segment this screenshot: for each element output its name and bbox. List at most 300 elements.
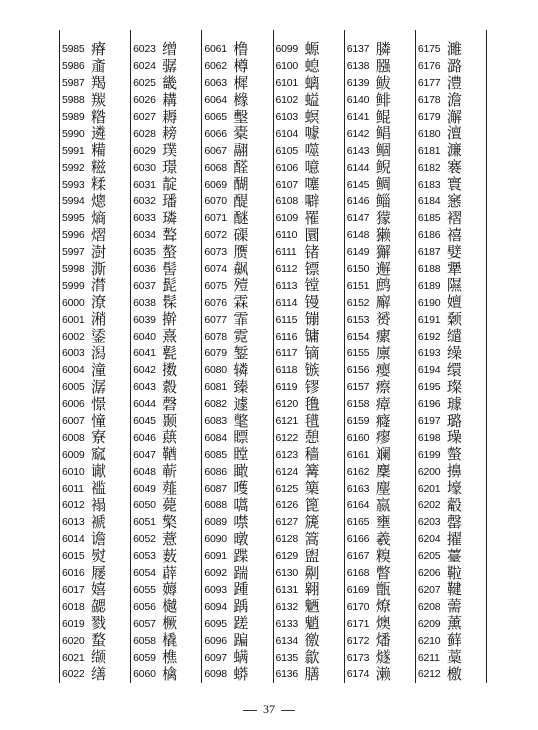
entry-number: 5996 <box>62 229 85 242</box>
entry-character: 耩 <box>162 90 178 109</box>
entry-number: 5999 <box>62 279 85 292</box>
entry-number: 6017 <box>62 583 85 596</box>
entry-character: 缳 <box>446 360 462 379</box>
table-row <box>202 531 272 548</box>
table-row <box>274 480 344 497</box>
entry-character: 甏 <box>162 343 178 362</box>
entry-character: 鲳 <box>375 124 391 143</box>
entry-character: 膳 <box>304 664 320 683</box>
entry-character: 骣 <box>162 56 178 75</box>
entry-character: 橛 <box>162 614 178 633</box>
entry-character: 螠 <box>304 90 320 109</box>
entry-character: 踹 <box>233 563 249 582</box>
entry-character: 羯 <box>91 73 107 92</box>
entry-number: 6070 <box>204 195 227 208</box>
table-row <box>60 41 130 58</box>
table-row <box>416 159 486 176</box>
table-row <box>202 413 272 430</box>
entry-number: 6005 <box>62 381 85 394</box>
table-row <box>345 142 415 159</box>
entry-number: 6080 <box>204 364 227 377</box>
entry-character: 糍 <box>91 158 107 177</box>
entry-character: 蹁 <box>233 631 249 650</box>
entry-number: 6043 <box>133 381 156 394</box>
entry-number: 6188 <box>417 263 441 276</box>
entry-character: 璠 <box>162 191 178 210</box>
entry-character: 鞡 <box>446 563 462 582</box>
entry-character: 澌 <box>91 259 107 278</box>
entry-number: 6069 <box>204 178 227 191</box>
table-row <box>416 41 486 58</box>
table-row <box>131 109 201 126</box>
entry-character: 熹 <box>162 327 178 346</box>
entry-character: 缯 <box>162 39 178 58</box>
entry-number: 6003 <box>62 347 85 360</box>
table-row <box>60 632 130 649</box>
entry-character: 樵 <box>162 648 178 666</box>
entry-character: 螨 <box>233 648 249 666</box>
entry-number: 6211 <box>417 651 440 664</box>
entry-number: 6008 <box>62 431 85 444</box>
entry-number: 6055 <box>133 583 156 596</box>
table-row <box>202 362 272 379</box>
table-row <box>274 379 344 396</box>
table-row <box>202 311 272 328</box>
entry-number: 6050 <box>133 499 156 512</box>
entry-number: 6084 <box>204 431 227 444</box>
entry-character: 颞 <box>162 411 178 430</box>
table-row <box>345 244 415 261</box>
entry-character: 谳 <box>91 462 107 481</box>
entry-character: 戮 <box>91 614 107 633</box>
entry-number: 6168 <box>346 567 370 580</box>
table-row <box>274 632 344 649</box>
table-row <box>202 176 272 193</box>
table-row <box>345 396 415 413</box>
table-row <box>202 75 272 92</box>
entry-number: 6023 <box>133 43 156 56</box>
entry-character: 篝 <box>304 462 320 481</box>
entry-character: 勰 <box>91 597 107 616</box>
entry-number: 6034 <box>133 229 156 242</box>
entry-character: 糒 <box>91 141 107 160</box>
entry-number: 6090 <box>204 533 227 546</box>
entry-number: 6206 <box>417 567 441 580</box>
entry-character: 臻 <box>233 377 249 396</box>
entry-number: 6175 <box>417 43 441 56</box>
entry-character: 窸 <box>446 191 462 210</box>
table-row <box>60 413 130 430</box>
entry-character: 熵 <box>91 208 107 227</box>
entry-character: 鲻 <box>375 191 391 210</box>
entry-number: 5990 <box>62 127 85 140</box>
entry-number: 6142 <box>346 127 370 140</box>
table-row <box>131 125 201 142</box>
entry-character: 橐 <box>233 124 249 143</box>
entry-character: 擢 <box>446 529 462 548</box>
entry-character: 薷 <box>446 597 462 616</box>
table-row <box>345 413 415 430</box>
table-row <box>131 514 201 531</box>
entry-character: 羲 <box>375 529 391 548</box>
table-row <box>345 261 415 278</box>
table-row <box>416 328 486 345</box>
entry-number: 6058 <box>133 634 156 647</box>
table-row <box>131 582 201 599</box>
table-row <box>131 666 201 683</box>
entry-character: 缮 <box>91 664 107 683</box>
table-row <box>60 345 130 362</box>
entry-character: 燠 <box>375 614 391 633</box>
footer-dash-right <box>281 710 295 711</box>
entry-character: 篪 <box>304 512 320 531</box>
entry-number: 6154 <box>346 330 370 343</box>
table-row <box>202 582 272 599</box>
entry-character: 璨 <box>446 377 462 396</box>
entry-character: 憩 <box>304 428 320 447</box>
table-row <box>202 463 272 480</box>
entry-number: 6109 <box>275 212 299 225</box>
table-row <box>416 666 486 683</box>
entry-character: 蝥 <box>91 631 107 650</box>
table-row <box>202 446 272 463</box>
entry-number: 6145 <box>346 178 370 191</box>
entry-number: 6193 <box>417 347 441 360</box>
entry-number: 6159 <box>346 415 370 428</box>
entry-character: 磲 <box>233 225 249 244</box>
entry-character: 潸 <box>91 276 107 295</box>
entry-character: 魉 <box>304 597 320 616</box>
entry-character: 樾 <box>162 597 178 616</box>
table-row <box>416 345 486 362</box>
entry-number: 6091 <box>204 550 227 563</box>
table-row <box>274 159 344 176</box>
entry-character: 膦 <box>375 39 391 58</box>
table-row <box>345 463 415 480</box>
entry-character: 壅 <box>375 512 391 531</box>
entry-character: 瞟 <box>233 428 249 447</box>
entry-character: 麇 <box>375 462 391 481</box>
table-row <box>345 277 415 294</box>
entry-number: 6129 <box>275 550 299 563</box>
table-column <box>131 30 202 683</box>
table-row <box>345 514 415 531</box>
table-row <box>60 210 130 227</box>
entry-character: 橼 <box>233 90 249 109</box>
entry-character: 罹 <box>304 208 320 227</box>
table-row <box>131 159 201 176</box>
entry-number: 6123 <box>275 448 299 461</box>
entry-character: 嬖 <box>446 242 462 261</box>
entry-character: 璐 <box>446 411 462 430</box>
entry-number: 6204 <box>417 533 441 546</box>
entry-number: 6102 <box>275 94 299 107</box>
table-row <box>60 531 130 548</box>
table-row <box>202 379 272 396</box>
entry-number: 6113 <box>275 279 298 292</box>
entry-character: 薨 <box>162 495 178 514</box>
entry-character: 瞠 <box>233 445 249 464</box>
table-row <box>345 75 415 92</box>
table-row <box>202 244 272 261</box>
entry-character: 窳 <box>91 445 107 464</box>
entry-number: 6046 <box>133 431 156 444</box>
table-row <box>274 531 344 548</box>
entry-number: 6169 <box>346 583 370 596</box>
entry-number: 5995 <box>62 212 85 225</box>
entry-number: 6178 <box>417 94 441 107</box>
entry-character: 鞧 <box>162 445 178 464</box>
table-row <box>202 598 272 615</box>
table-row <box>131 142 201 159</box>
entry-character: 镝 <box>304 343 320 362</box>
entry-number: 6194 <box>417 364 441 377</box>
table-row <box>60 125 130 142</box>
entry-number: 6051 <box>133 516 156 529</box>
entry-character: 穑 <box>304 445 320 464</box>
entry-character: 縠 <box>162 377 178 396</box>
table-row <box>416 261 486 278</box>
entry-number: 6000 <box>62 296 85 309</box>
table-row <box>416 396 486 413</box>
entry-number: 6059 <box>133 651 156 664</box>
entry-character: 踽 <box>233 597 249 616</box>
table-row <box>60 193 130 210</box>
table-row <box>131 598 201 615</box>
entry-character: 藓 <box>446 631 462 650</box>
table-column <box>60 30 131 683</box>
table-row <box>345 480 415 497</box>
table-row <box>345 227 415 244</box>
table-row <box>345 649 415 666</box>
table-row <box>131 58 201 75</box>
entry-character: 靛 <box>162 175 178 194</box>
entry-character: 薏 <box>162 529 178 548</box>
entry-number: 6045 <box>133 415 156 428</box>
table-row <box>274 615 344 632</box>
table-row <box>345 294 415 311</box>
entry-number: 6097 <box>204 651 227 664</box>
entry-character: 鹧 <box>375 276 391 295</box>
entry-character: 嬴 <box>375 495 391 514</box>
entry-number: 6011 <box>62 482 84 495</box>
entry-character: 髹 <box>162 293 178 312</box>
entry-character: 瘠 <box>91 39 107 58</box>
entry-number: 6138 <box>346 60 370 73</box>
entry-character: 遽 <box>233 394 249 413</box>
entry-character: 镞 <box>304 360 320 379</box>
entry-character: 澧 <box>446 73 462 92</box>
table-row <box>416 497 486 514</box>
entry-character: 髭 <box>162 276 178 295</box>
entry-character: 螫 <box>446 445 462 464</box>
table-row <box>131 396 201 413</box>
entry-number: 6104 <box>275 127 299 140</box>
entry-number: 6072 <box>204 229 227 242</box>
entry-number: 6184 <box>417 195 441 208</box>
entry-character: 橹 <box>233 39 249 58</box>
entry-character: 濂 <box>446 141 462 160</box>
entry-character: 擀 <box>162 310 178 329</box>
entry-character: 齑 <box>91 56 107 75</box>
entry-character: 薅 <box>162 580 178 599</box>
entry-number: 6106 <box>275 161 299 174</box>
table-row <box>345 41 415 58</box>
entry-number: 6160 <box>346 431 370 444</box>
entry-character: 糅 <box>91 175 107 194</box>
entry-number: 6146 <box>346 195 370 208</box>
entry-number: 6073 <box>204 246 227 259</box>
entry-character: 蹀 <box>233 546 249 565</box>
entry-character: 翱 <box>304 580 320 599</box>
entry-number: 6014 <box>62 533 85 546</box>
footer-dash-left <box>243 710 257 711</box>
entry-number: 6130 <box>275 567 299 580</box>
table-row <box>416 58 486 75</box>
entry-number: 6155 <box>346 347 370 360</box>
entry-character: 燔 <box>375 631 391 650</box>
entry-character: 飙 <box>233 259 249 278</box>
table-row <box>202 294 272 311</box>
table-row <box>274 244 344 261</box>
entry-character: 殪 <box>233 276 249 295</box>
entry-character: 褶 <box>446 208 462 227</box>
table-row <box>345 176 415 193</box>
entry-number: 6019 <box>62 617 85 630</box>
entry-character: 噬 <box>304 141 320 160</box>
table-row <box>60 109 130 126</box>
entry-number: 6141 <box>346 111 370 123</box>
table-row <box>274 277 344 294</box>
entry-number: 6132 <box>275 600 299 613</box>
entry-character: 薹 <box>446 546 462 565</box>
entry-character: 鋈 <box>91 327 107 346</box>
table-row <box>202 396 272 413</box>
entry-number: 6203 <box>417 516 441 529</box>
table-row <box>202 125 272 142</box>
entry-character: 醐 <box>233 175 249 194</box>
entry-number: 6040 <box>133 330 156 343</box>
entry-character: 錾 <box>233 343 249 362</box>
entry-character: 嚄 <box>233 479 249 498</box>
entry-number: 6139 <box>346 77 370 90</box>
entry-number: 6062 <box>204 60 227 73</box>
entry-number: 6111 <box>275 246 297 259</box>
entry-number: 6047 <box>133 448 156 461</box>
entry-number: 6092 <box>204 567 227 580</box>
table-row <box>202 497 272 514</box>
entry-number: 6198 <box>417 431 441 444</box>
page-number: 37 <box>263 702 275 716</box>
character-table <box>59 30 487 683</box>
table-row <box>416 311 486 328</box>
table-row <box>345 362 415 379</box>
table-row <box>274 413 344 430</box>
entry-character: 劓 <box>304 563 320 582</box>
table-row <box>345 632 415 649</box>
entry-number: 6185 <box>417 212 441 225</box>
entry-character: 禧 <box>446 225 462 244</box>
table-row <box>131 548 201 565</box>
entry-number: 6077 <box>204 313 227 326</box>
table-row <box>345 429 415 446</box>
entry-number: 6172 <box>346 634 370 647</box>
entry-character: 赝 <box>233 242 249 261</box>
table-row <box>274 666 344 683</box>
entry-number: 6001 <box>62 313 85 326</box>
table-row <box>274 210 344 227</box>
entry-number: 6028 <box>133 127 156 140</box>
entry-character: 蕲 <box>162 462 178 481</box>
table-row <box>131 615 201 632</box>
table-row <box>274 92 344 109</box>
entry-number: 6037 <box>133 279 156 292</box>
table-row <box>131 193 201 210</box>
table-row <box>202 480 272 497</box>
entry-number: 6119 <box>275 381 298 394</box>
entry-number: 6057 <box>133 617 156 630</box>
table-row <box>345 497 415 514</box>
entry-number: 6125 <box>275 482 299 495</box>
entry-number: 6212 <box>417 668 441 681</box>
entry-character: 氆 <box>304 411 320 430</box>
table-row <box>416 75 486 92</box>
entry-number: 6107 <box>275 178 299 191</box>
table-row <box>60 429 130 446</box>
entry-character: 氇 <box>304 394 320 413</box>
table-row <box>131 413 201 430</box>
entry-character: 燧 <box>375 648 391 666</box>
entry-number: 6036 <box>133 263 156 276</box>
entry-character: 霓 <box>233 327 249 346</box>
entry-number: 6031 <box>133 178 156 191</box>
entry-number: 6082 <box>204 398 227 411</box>
entry-character: 缲 <box>446 343 462 362</box>
table-row <box>416 244 486 261</box>
table-row <box>416 125 486 142</box>
entry-character: 澍 <box>91 242 107 261</box>
entry-number: 6209 <box>417 617 441 630</box>
entry-number: 6052 <box>133 533 156 546</box>
table-row <box>345 548 415 565</box>
table-row <box>274 514 344 531</box>
table-row <box>60 261 130 278</box>
entry-number: 6136 <box>275 668 299 681</box>
table-row <box>131 227 201 244</box>
entry-number: 6026 <box>133 94 156 107</box>
entry-character: 樨 <box>233 73 249 92</box>
entry-character: 鲷 <box>375 175 391 194</box>
entry-character: 螅 <box>304 56 320 75</box>
table-row <box>202 514 272 531</box>
entry-character: 屦 <box>91 563 107 582</box>
entry-number: 6087 <box>204 482 227 495</box>
table-row <box>131 210 201 227</box>
entry-number: 6030 <box>133 161 156 174</box>
entry-number: 6210 <box>417 634 441 647</box>
entry-number: 6143 <box>346 144 370 157</box>
table-row <box>345 379 415 396</box>
entry-number: 6196 <box>417 398 441 411</box>
table-row <box>416 210 486 227</box>
table-row <box>202 58 272 75</box>
entry-character: 镗 <box>304 276 320 295</box>
entry-character: 篥 <box>304 479 320 498</box>
entry-number: 6115 <box>275 313 298 326</box>
entry-number: 6126 <box>275 499 299 512</box>
entry-number: 6202 <box>417 499 441 512</box>
table-row <box>131 345 201 362</box>
